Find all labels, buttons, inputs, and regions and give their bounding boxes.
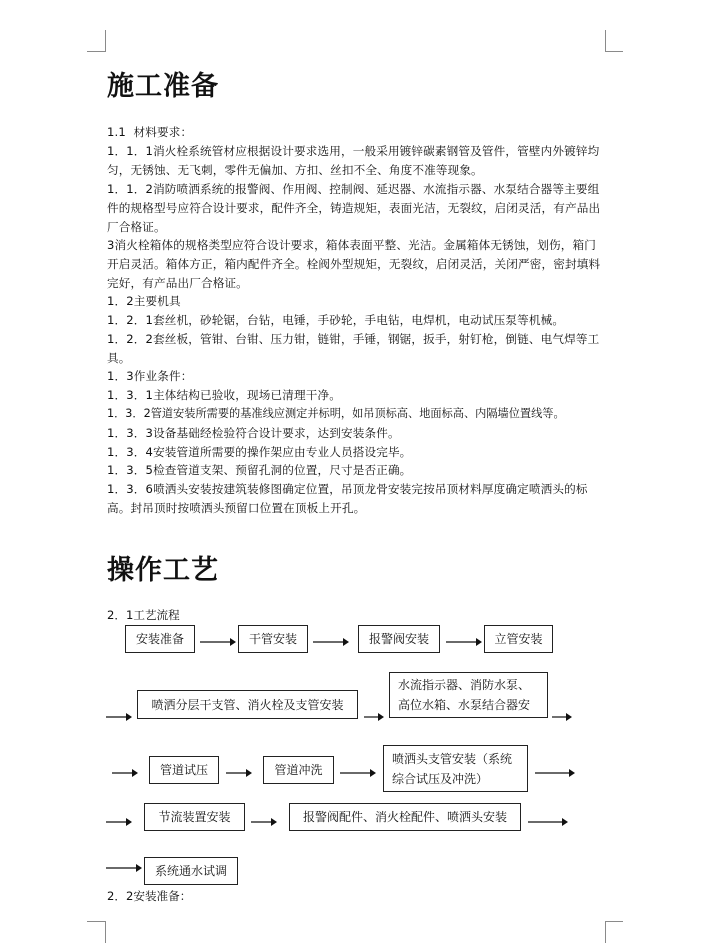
crop-mark-bottom-right-v (605, 921, 606, 943)
flow-step-fittings: 报警阀配件、消火栓配件、喷洒头安装 (289, 803, 521, 831)
subheading-process-flow: 2．1工艺流程 (107, 608, 180, 622)
flow-step-riser: 立管安装 (484, 625, 553, 653)
flow-step-install-prep: 安装准备 (125, 625, 195, 653)
flow-arrow (106, 818, 132, 826)
crop-mark-top-left-v (105, 30, 106, 52)
flow-arrow (251, 818, 277, 826)
flow-step-floor-branches: 喷洒分层干支管、消火栓及支管安装 (137, 690, 358, 719)
flow-step-flushing: 管道冲洗 (263, 756, 334, 784)
flow-arrow (446, 638, 482, 646)
flow-arrow (528, 818, 568, 826)
flow-step-sprinkler-branch: 喷洒头支管安装（系统综合试压及冲洗） (383, 745, 528, 792)
flow-arrow (313, 638, 349, 646)
paragraph-1-3-6: 1．3．6喷洒头安装按建筑装修图确定位置，吊顶龙骨安装完按吊顶材料厚度确定喷洒头的标高。封吊顶时按喷洒头预留口位置在顶板上开孔。 (107, 482, 588, 515)
paragraph-1-2: 1．2主要机具 (107, 294, 181, 308)
paragraph-1-1: 1.1 材料要求： (107, 125, 193, 139)
section-title-preparation: 施工准备 (107, 71, 219, 102)
flow-arrow (106, 713, 132, 721)
paragraph-1-3: 1．3作业条件： (107, 369, 193, 383)
paragraph-1-3-4: 1．3．4安装管道所需要的操作架应由专业人员搭设完毕。 (107, 445, 412, 459)
crop-mark-bottom-left-h (87, 921, 105, 922)
flow-arrow (226, 769, 252, 777)
paragraph-1-1-2: 1．1．2消防喷洒系统的报警阀、作用阀、控制阀、延迟器、水流指示器、水泵结合器等主要组件的规格型号应符合设计要求，配件齐全，铸造规矩，表面光洁，无裂纹，启闭灵活，有产品出厂合格证。 (107, 182, 601, 234)
flow-step-throttling-device: 节流装置安装 (144, 803, 245, 831)
paragraph-1-3-1: 1．3．1主体结构已验收，现场已清理干净。 (107, 388, 341, 402)
flow-arrow (535, 769, 575, 777)
paragraph-1-1-1: 1．1．1消火栓系统管材应根据设计要求选用，一般采用镀锌碳素钢管及管件，管壁内外镀锌均匀，无锈蚀、无飞刺，零件无偏加、方扣、丝扣不全、角度不准等现象。 (107, 144, 600, 177)
flow-step-commissioning: 系统通水试调 (144, 857, 238, 885)
flow-arrow (106, 864, 142, 872)
subheading-install-prep: 2．2安装准备： (107, 889, 192, 903)
flow-step-flow-indicator: 水流指示器、消防水泵、高位水箱、水泵结合器安 (389, 672, 548, 718)
crop-mark-bottom-right-h (605, 921, 623, 922)
flow-arrow (112, 769, 138, 777)
paragraph-3-hydrant-box: 3消火栓箱体的规格类型应符合设计要求，箱体表面平整、光洁。金属箱体无锈蚀，划伤，箱门开启灵活。箱体方正，箱内配件齐全。栓阀外型规矩，无裂纹，启闭灵活，关闭严密，密封填料完好，有产品出厂合格证。 (107, 238, 601, 290)
paragraph-1-3-5: 1．3．5检查管道支架、预留孔洞的位置，尺寸是否正确。 (107, 463, 412, 477)
flow-step-pressure-test: 管道试压 (149, 756, 219, 784)
flow-step-alarm-valve: 报警阀安装 (358, 625, 440, 653)
crop-mark-bottom-left-v (105, 921, 106, 943)
flow-step-main-pipe: 干管安装 (238, 625, 308, 653)
paragraph-1-3-3: 1．3．3设备基础经检验符合设计要求，达到安装条件。 (107, 426, 400, 440)
crop-mark-top-right-h (605, 51, 623, 52)
paragraph-1-2-1: 1．2．1套丝机，砂轮锯，台钻，电锤，手砂轮，手电钻，电焊机，电动试压泵等机械。 (107, 313, 565, 327)
crop-mark-top-right-v (605, 30, 606, 52)
flow-arrow (200, 638, 236, 646)
paragraph-1-2-2: 1．2．2套丝板，管钳、台钳、压力钳，链钳，手锤，钢锯，扳手，射钉枪，倒链、电气焊等工具。 (107, 332, 600, 365)
flow-arrow (552, 713, 572, 721)
crop-mark-top-left-h (87, 51, 105, 52)
flow-arrow (340, 769, 376, 777)
section-title-process: 操作工艺 (107, 555, 219, 586)
paragraph-1-3-2: 1．3．2管道安装所需要的基准线应测定并标明，如吊顶标高、地面标高、内隔墙位置线等。 (107, 407, 565, 420)
flow-arrow (364, 713, 384, 721)
